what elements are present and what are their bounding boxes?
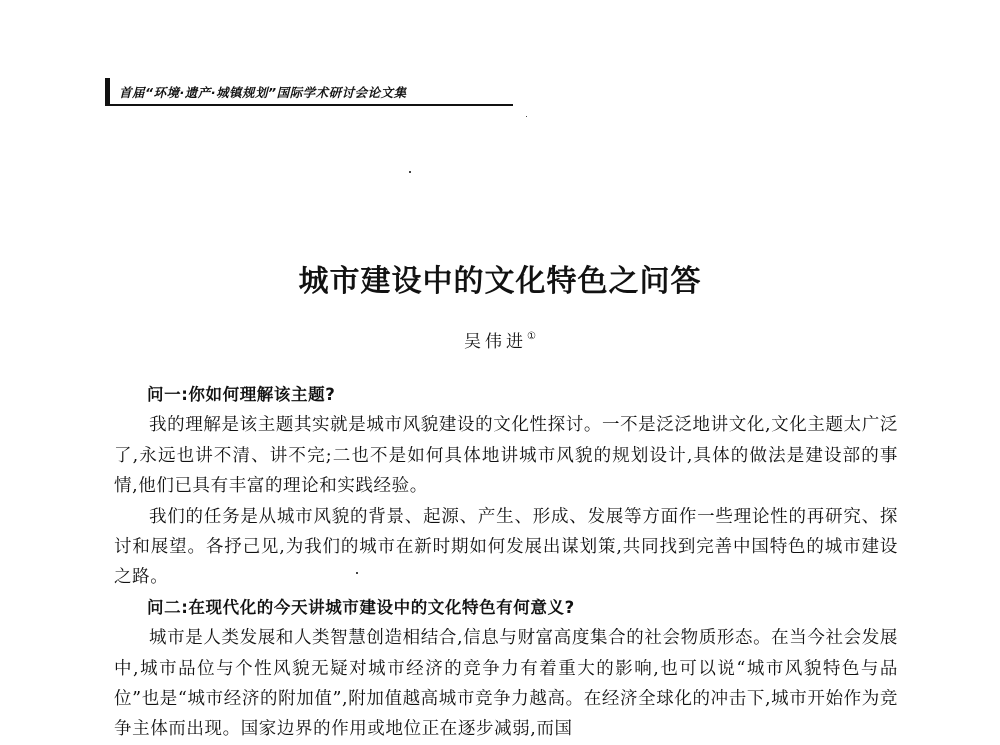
body-paragraph: 我们的任务是从城市风貌的背景、起源、产生、形成、发展等方面作一些理论性的再研究、探讨和展望。各抒己见,为我们的城市在新时期如何发展出谋划策,共同找到完善中国特色的城市建设之路。 — [114, 506, 898, 588]
author-footnote-mark: ① — [527, 331, 536, 342]
section-question: 问二:在现代化的今天讲城市建设中的文化特色有何意义? — [147, 597, 575, 617]
body-paragraph: 我的理解是该主题其实就是城市风貌建设的文化性探讨。一不是泛泛地讲文化,文化主题太广泛了,永远也讲不清、讲不完;二也不是如何具体地讲城市风貌的规划设计,具体的做法是建设部的事情,他们已具有丰富的理论和实践经验。 — [114, 415, 898, 497]
body-paragraph: 城市是人类发展和人类智慧创造相结合,信息与财富高度集合的社会物质形态。在当今社会发展中,城市品位与个性风貌无疑对城市经济的竞争力有着重大的影响,也可以说“城市风貌特色与品位”也是“城市经济的附加值”,附加值越高城市竞争力越高。在经济全球化的冲击下,城市开始作为竞争主体而出现。国家边界的作用或地位正在逐步减弱,而国 — [114, 628, 898, 740]
article-author — [0, 327, 1000, 352]
header-rule-bar — [105, 78, 110, 104]
section-question: 问一:你如何理解该主题? — [147, 385, 336, 404]
scan-speck — [526, 116, 527, 117]
running-header-text: 首届“环境·遗产·城镇规划”国际学术研讨会论文集 — [119, 85, 407, 100]
author-name: 吴伟进 — [464, 332, 528, 352]
running-header — [105, 78, 513, 106]
scan-speck — [409, 171, 411, 173]
article-title: 城市建设中的文化特色之问答 — [298, 264, 702, 299]
article-body — [114, 380, 898, 745]
